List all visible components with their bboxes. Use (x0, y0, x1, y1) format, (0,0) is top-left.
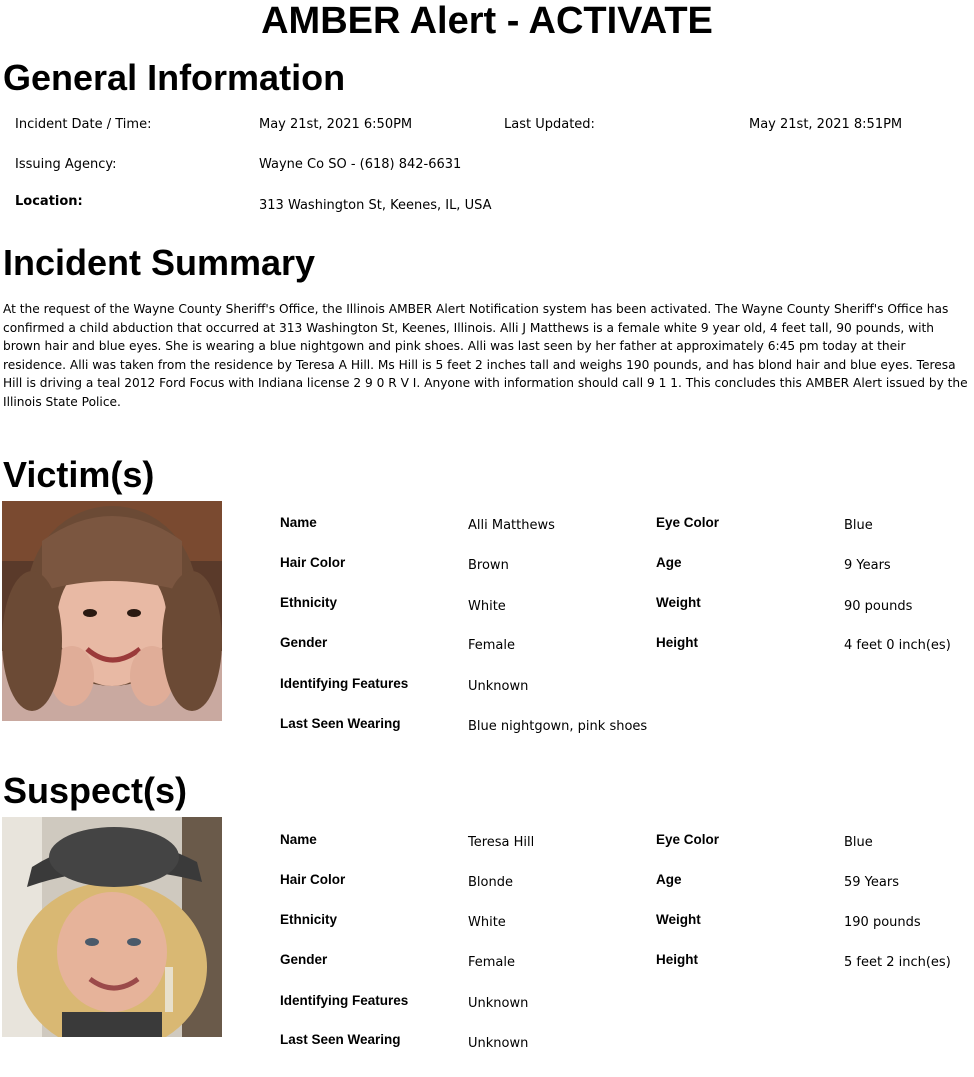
suspect-gender-label: Gender (280, 952, 328, 967)
general-information-heading: General Information (3, 57, 346, 98)
suspect-ethnicity-value: White (468, 915, 506, 930)
suspect-eye-color-value: Blue (844, 835, 873, 850)
suspect-hair-color-label: Hair Color (280, 872, 346, 887)
suspect-wearing-label: Last Seen Wearing (280, 1032, 401, 1047)
suspect-height-label: Height (656, 952, 698, 967)
victim-gender-value: Female (468, 638, 516, 653)
incident-date-label: Incident Date / Time: (15, 117, 152, 132)
issuing-agency-value: Wayne Co SO - (618) 842-6631 (259, 157, 462, 172)
victim-ethnicity-value: White (468, 599, 506, 614)
suspect-wearing-value: Unknown (468, 1036, 529, 1051)
victim-features-label: Identifying Features (280, 676, 409, 691)
victim-gender-label: Gender (280, 635, 328, 650)
suspect-features-label: Identifying Features (280, 993, 409, 1008)
suspect-age-value: 59 Years (844, 875, 899, 890)
suspect-eye-color-label: Eye Color (656, 832, 720, 847)
suspect-photo (2, 817, 222, 1037)
suspect-ethnicity-label: Ethnicity (280, 912, 338, 927)
victim-weight-label: Weight (656, 595, 701, 610)
location-label: Location: (15, 194, 83, 209)
suspect-weight-label: Weight (656, 912, 701, 927)
suspect-name-label: Name (280, 832, 317, 847)
suspect-age-label: Age (656, 872, 682, 887)
page-title: AMBER Alert - ACTIVATE (261, 0, 713, 42)
victim-eye-color-value: Blue (844, 518, 873, 533)
incident-date-value: May 21st, 2021 6:50PM (259, 117, 413, 132)
last-updated-label: Last Updated: (504, 117, 595, 132)
victim-height-label: Height (656, 635, 698, 650)
last-updated-value: May 21st, 2021 8:51PM (749, 117, 903, 132)
victim-wearing-value: Blue nightgown, pink shoes (468, 719, 648, 734)
victim-age-value: 9 Years (844, 558, 891, 573)
victim-hair-color-label: Hair Color (280, 555, 346, 570)
suspect-hair-color-value: Blonde (468, 875, 513, 890)
incident-summary-text: At the request of the Wayne County Sheriff's Office, the Illinois AMBER Alert Notification system has been activated. The Wayne County Sheriff's Office has confirmed a child abduction that occurred at 313 Washington St, Keenes, Illinois. Alli J Matthews is a female white 9 year old, 4 feet tall, 90 pounds, with brown hair and blue eyes. She is wearing a blue nightgown and pink shoes. Alli was last seen by her father at approximately 6:45 pm today at their residence. Alli was taken from the residence by Teresa A Hill. Ms Hill is 5 feet 2 inches tall and weighs 190 pounds, and has blond hair and blue eyes. Teresa Hill is driving a teal 2012 Ford Focus with Indiana license 2 9 0 R V I. Anyone with information should call 9 1 1. This concludes this AMBER Alert issued by the Illinois State Police. (3, 302, 968, 409)
suspect-name-value: Teresa Hill (468, 835, 535, 850)
incident-summary-heading: Incident Summary (3, 242, 316, 283)
victim-weight-value: 90 pounds (844, 599, 913, 614)
suspect-features-value: Unknown (468, 996, 529, 1011)
issuing-agency-label: Issuing Agency: (15, 157, 117, 172)
victim-wearing-label: Last Seen Wearing (280, 716, 401, 731)
location-value: 313 Washington St, Keenes, IL, USA (259, 198, 492, 213)
suspect-gender-value: Female (468, 955, 516, 970)
suspect-weight-value: 190 pounds (844, 915, 921, 930)
victim-photo (2, 501, 222, 721)
victim-eye-color-label: Eye Color (656, 515, 720, 530)
victim-features-value: Unknown (468, 679, 529, 694)
victims-heading: Victim(s) (3, 454, 155, 495)
victim-ethnicity-label: Ethnicity (280, 595, 338, 610)
victim-hair-color-value: Brown (468, 558, 509, 573)
suspect-height-value: 5 feet 2 inch(es) (844, 955, 951, 970)
victim-age-label: Age (656, 555, 682, 570)
victim-height-value: 4 feet 0 inch(es) (844, 638, 951, 653)
suspects-heading: Suspect(s) (3, 770, 188, 811)
victim-name-value: Alli Matthews (468, 518, 555, 533)
victim-name-label: Name (280, 515, 317, 530)
